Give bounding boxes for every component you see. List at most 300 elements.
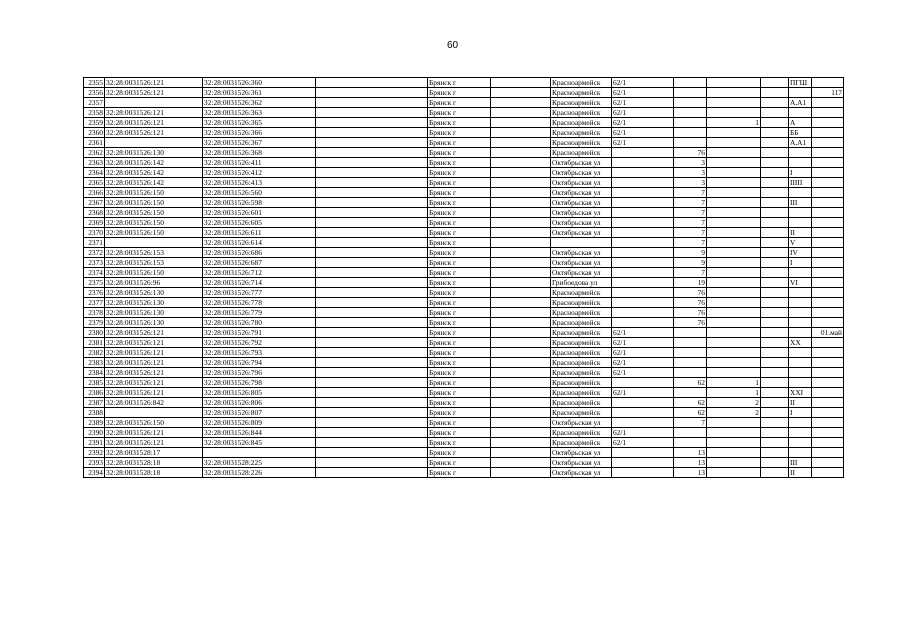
table-cell: Брянск г bbox=[428, 328, 491, 338]
table-cell: Октябрьская ул bbox=[551, 448, 612, 458]
table-cell bbox=[707, 298, 761, 308]
table-cell: 2375 bbox=[84, 278, 105, 288]
table-cell: 2394 bbox=[84, 468, 105, 478]
table-cell bbox=[812, 448, 844, 458]
table-cell bbox=[316, 468, 428, 478]
table-cell bbox=[674, 138, 707, 148]
table-cell bbox=[812, 148, 844, 158]
table-cell: Брянск г bbox=[428, 228, 491, 238]
table-cell bbox=[789, 368, 812, 378]
table-cell: 32:28:0031526:605 bbox=[203, 218, 316, 228]
table-cell bbox=[674, 428, 707, 438]
table-row bbox=[84, 78, 844, 88]
table-cell bbox=[789, 428, 812, 438]
table-row bbox=[84, 108, 844, 118]
registry-table bbox=[83, 77, 844, 478]
table-cell bbox=[491, 338, 551, 348]
table-cell bbox=[761, 268, 789, 278]
table-cell bbox=[707, 288, 761, 298]
table-cell bbox=[761, 188, 789, 198]
table-cell bbox=[316, 458, 428, 468]
table-cell: Брянск г bbox=[428, 468, 491, 478]
table-cell bbox=[316, 238, 428, 248]
table-cell bbox=[316, 208, 428, 218]
table-row bbox=[84, 338, 844, 348]
table-cell: Октябрьская ул bbox=[551, 418, 612, 428]
table-cell: Брянск г bbox=[428, 88, 491, 98]
table-cell: 32:28:0031526:150 bbox=[105, 198, 203, 208]
table-row bbox=[84, 308, 844, 318]
table-cell bbox=[761, 318, 789, 328]
table-cell bbox=[707, 458, 761, 468]
table-cell: 32:28:0031526:150 bbox=[105, 208, 203, 218]
table-cell: 2391 bbox=[84, 438, 105, 448]
table-cell: 2363 bbox=[84, 158, 105, 168]
table-cell: 2357 bbox=[84, 98, 105, 108]
table-cell bbox=[316, 348, 428, 358]
table-cell bbox=[812, 378, 844, 388]
table-cell bbox=[707, 358, 761, 368]
table-cell: II bbox=[789, 228, 812, 238]
table-cell: Брянск г bbox=[428, 448, 491, 458]
table-cell: Красноармейск bbox=[551, 118, 612, 128]
table-cell bbox=[491, 258, 551, 268]
table-row bbox=[84, 368, 844, 378]
table-row bbox=[84, 218, 844, 228]
table-cell bbox=[674, 108, 707, 118]
table-cell bbox=[491, 218, 551, 228]
table-cell: Брянск г bbox=[428, 298, 491, 308]
table-cell: 32:28:0031528:18 bbox=[105, 458, 203, 468]
table-cell: 32:28:0031526:366 bbox=[203, 128, 316, 138]
table-cell: 13 bbox=[674, 448, 707, 458]
table-cell: Брянск г bbox=[428, 238, 491, 248]
table-cell: 32:28:0031526:611 bbox=[203, 228, 316, 238]
table-cell: Октябрьская ул bbox=[551, 188, 612, 198]
table-cell: 2356 bbox=[84, 88, 105, 98]
table-cell bbox=[761, 208, 789, 218]
table-cell bbox=[707, 308, 761, 318]
table-cell: 32:28:0031526:121 bbox=[105, 128, 203, 138]
table-cell bbox=[812, 358, 844, 368]
table-cell: 32:28:0031526:130 bbox=[105, 298, 203, 308]
table-cell bbox=[812, 278, 844, 288]
table-cell bbox=[789, 378, 812, 388]
table-cell bbox=[316, 248, 428, 258]
table-cell bbox=[789, 108, 812, 118]
table-cell bbox=[316, 378, 428, 388]
table-cell bbox=[812, 138, 844, 148]
table-cell: 32:28:0031528:226 bbox=[203, 468, 316, 478]
table-cell bbox=[812, 158, 844, 168]
table-cell bbox=[812, 238, 844, 248]
table-cell: 2383 bbox=[84, 358, 105, 368]
table-cell bbox=[761, 228, 789, 238]
table-cell: 32:28:0031526:805 bbox=[203, 388, 316, 398]
table-cell bbox=[316, 148, 428, 158]
table-cell bbox=[761, 138, 789, 148]
table-cell: 32:28:0031526:777 bbox=[203, 288, 316, 298]
table-cell: Красноармейск bbox=[551, 408, 612, 418]
table-cell: 62 bbox=[674, 378, 707, 388]
table-cell: Брянск г bbox=[428, 138, 491, 148]
table-cell bbox=[789, 268, 812, 278]
table-cell bbox=[707, 178, 761, 188]
table-cell: 2392 bbox=[84, 448, 105, 458]
table-cell bbox=[491, 148, 551, 158]
table-cell: 2369 bbox=[84, 218, 105, 228]
table-cell: 62/1 bbox=[612, 108, 674, 118]
table-cell: Красноармейск bbox=[551, 398, 612, 408]
table-cell bbox=[316, 448, 428, 458]
table-cell bbox=[674, 358, 707, 368]
table-row bbox=[84, 258, 844, 268]
table-cell: 2377 bbox=[84, 298, 105, 308]
table-cell bbox=[491, 368, 551, 378]
table-cell bbox=[612, 418, 674, 428]
table-cell: 32:28:0031526:844 bbox=[203, 428, 316, 438]
table-cell bbox=[674, 88, 707, 98]
table-cell: 01.май bbox=[812, 328, 844, 338]
table-cell bbox=[761, 348, 789, 358]
table-cell bbox=[491, 408, 551, 418]
table-cell: IIIII bbox=[789, 178, 812, 188]
table-cell: 2362 bbox=[84, 148, 105, 158]
table-cell: 32:28:0031526:130 bbox=[105, 308, 203, 318]
table-cell bbox=[316, 198, 428, 208]
table-cell bbox=[551, 238, 612, 248]
table-cell: 3 bbox=[674, 178, 707, 188]
table-cell bbox=[674, 328, 707, 338]
table-cell bbox=[812, 298, 844, 308]
table-cell: Красноармейск bbox=[551, 428, 612, 438]
table-cell bbox=[761, 358, 789, 368]
table-cell bbox=[316, 278, 428, 288]
table-cell bbox=[707, 348, 761, 358]
table-cell: 19 bbox=[674, 278, 707, 288]
table-cell: 7 bbox=[674, 198, 707, 208]
table-cell bbox=[761, 78, 789, 88]
table-cell: III bbox=[789, 198, 812, 208]
table-cell: Брянск г bbox=[428, 368, 491, 378]
table-cell: 32:28:0031526:121 bbox=[105, 118, 203, 128]
table-cell bbox=[491, 268, 551, 278]
table-cell bbox=[707, 338, 761, 348]
table-cell bbox=[789, 208, 812, 218]
table-cell: 32:28:0031526:796 bbox=[203, 368, 316, 378]
table-row bbox=[84, 248, 844, 258]
table-cell: XXI bbox=[789, 388, 812, 398]
table-cell bbox=[761, 278, 789, 288]
table-cell bbox=[812, 128, 844, 138]
table-cell: 62/1 bbox=[612, 328, 674, 338]
table-cell: 3 bbox=[674, 158, 707, 168]
table-cell: 32:28:0031526:794 bbox=[203, 358, 316, 368]
table-cell bbox=[812, 318, 844, 328]
table-cell bbox=[812, 198, 844, 208]
table-cell: Брянск г bbox=[428, 418, 491, 428]
table-cell: Октябрьская ул bbox=[551, 208, 612, 218]
table-cell: Брянск г bbox=[428, 378, 491, 388]
table-cell bbox=[761, 398, 789, 408]
table-cell: Брянск г bbox=[428, 348, 491, 358]
table-cell: 76 bbox=[674, 288, 707, 298]
table-cell: XX bbox=[789, 338, 812, 348]
table-cell: 2 bbox=[707, 398, 761, 408]
table-cell bbox=[707, 108, 761, 118]
table-cell bbox=[761, 378, 789, 388]
table-cell: 2365 bbox=[84, 178, 105, 188]
table-cell bbox=[612, 378, 674, 388]
table-cell: 62/1 bbox=[612, 88, 674, 98]
table-cell bbox=[674, 368, 707, 378]
table-cell bbox=[491, 448, 551, 458]
table-row bbox=[84, 228, 844, 238]
table-cell bbox=[491, 238, 551, 248]
table-cell bbox=[707, 328, 761, 338]
table-cell: 2373 bbox=[84, 258, 105, 268]
table-cell: 32:28:0031526:714 bbox=[203, 278, 316, 288]
table-cell: ПГШ bbox=[789, 78, 812, 88]
table-cell: 2386 bbox=[84, 388, 105, 398]
table-row bbox=[84, 428, 844, 438]
table-cell: 32:28:0031528:225 bbox=[203, 458, 316, 468]
table-cell: 32:28:0031526:614 bbox=[203, 238, 316, 248]
table-row bbox=[84, 188, 844, 198]
table-cell: 32:28:0031526:130 bbox=[105, 288, 203, 298]
table-cell: 62/1 bbox=[612, 138, 674, 148]
table-cell: 2366 bbox=[84, 188, 105, 198]
table-cell: 32:28:0031526:121 bbox=[105, 438, 203, 448]
table-cell: IV bbox=[789, 248, 812, 258]
table-cell: Красноармейск bbox=[551, 348, 612, 358]
table-cell: 62/1 bbox=[612, 98, 674, 108]
table-cell: 32:28:0031526:791 bbox=[203, 328, 316, 338]
table-row bbox=[84, 278, 844, 288]
table-cell bbox=[612, 188, 674, 198]
table-cell: Октябрьская ул bbox=[551, 198, 612, 208]
table-cell: Брянск г bbox=[428, 278, 491, 288]
table-cell: 32:28:0031526:121 bbox=[105, 388, 203, 398]
table-cell bbox=[612, 298, 674, 308]
table-cell: 1 bbox=[707, 118, 761, 128]
table-row bbox=[84, 458, 844, 468]
table-cell bbox=[316, 358, 428, 368]
table-cell: 2380 bbox=[84, 328, 105, 338]
table-cell bbox=[316, 158, 428, 168]
table-row bbox=[84, 318, 844, 328]
table-cell bbox=[761, 218, 789, 228]
table-cell bbox=[707, 438, 761, 448]
table-cell bbox=[491, 438, 551, 448]
table-cell: Брянск г bbox=[428, 208, 491, 218]
table-cell bbox=[761, 108, 789, 118]
table-row bbox=[84, 398, 844, 408]
table-cell: 32:28:0031526:560 bbox=[203, 188, 316, 198]
table-cell: Красноармейск bbox=[551, 138, 612, 148]
table-cell bbox=[105, 408, 203, 418]
table-row bbox=[84, 298, 844, 308]
table-cell: 2374 bbox=[84, 268, 105, 278]
table-cell bbox=[491, 248, 551, 258]
table-cell bbox=[707, 248, 761, 258]
table-cell bbox=[789, 158, 812, 168]
table-cell bbox=[491, 308, 551, 318]
table-cell bbox=[812, 368, 844, 378]
table-cell: 62/1 bbox=[612, 368, 674, 378]
table-cell bbox=[316, 218, 428, 228]
table-cell bbox=[761, 418, 789, 428]
table-row bbox=[84, 468, 844, 478]
table-cell: 32:28:0031526:686 bbox=[203, 248, 316, 258]
table-cell bbox=[812, 228, 844, 238]
table-cell: I bbox=[789, 168, 812, 178]
table-cell bbox=[812, 468, 844, 478]
table-cell bbox=[491, 88, 551, 98]
table-cell: Брянск г bbox=[428, 358, 491, 368]
table-cell: 32:28:0031526:362 bbox=[203, 98, 316, 108]
table-cell: Красноармейск bbox=[551, 148, 612, 158]
table-cell bbox=[789, 88, 812, 98]
table-cell: 2387 bbox=[84, 398, 105, 408]
table-cell bbox=[674, 118, 707, 128]
table-cell bbox=[789, 348, 812, 358]
table-cell bbox=[789, 188, 812, 198]
table-cell bbox=[761, 308, 789, 318]
table-cell: 1 bbox=[707, 378, 761, 388]
table-cell bbox=[612, 258, 674, 268]
table-cell bbox=[316, 438, 428, 448]
table-cell: Брянск г bbox=[428, 188, 491, 198]
table-row bbox=[84, 118, 844, 128]
table-cell: А,А1 bbox=[789, 98, 812, 108]
table-cell bbox=[707, 168, 761, 178]
table-cell: 7 bbox=[674, 268, 707, 278]
table-cell bbox=[707, 218, 761, 228]
table-cell bbox=[612, 238, 674, 248]
table-cell bbox=[812, 288, 844, 298]
table-cell: Брянск г bbox=[428, 178, 491, 188]
table-cell bbox=[707, 128, 761, 138]
table-cell: Красноармейск bbox=[551, 388, 612, 398]
table-cell: Брянск г bbox=[428, 408, 491, 418]
table-cell bbox=[812, 388, 844, 398]
table-cell bbox=[316, 228, 428, 238]
table-cell bbox=[674, 338, 707, 348]
table-row bbox=[84, 348, 844, 358]
table-cell: 32:28:0031526:367 bbox=[203, 138, 316, 148]
table-row bbox=[84, 418, 844, 428]
table-cell: А bbox=[789, 118, 812, 128]
table-cell bbox=[491, 228, 551, 238]
table-cell: 32:28:0031526:150 bbox=[105, 188, 203, 198]
table-cell bbox=[812, 118, 844, 128]
table-cell bbox=[707, 98, 761, 108]
table-cell: Красноармейск bbox=[551, 98, 612, 108]
table-cell: Брянск г bbox=[428, 168, 491, 178]
table-cell: 7 bbox=[674, 238, 707, 248]
table-cell bbox=[612, 398, 674, 408]
table-cell bbox=[612, 228, 674, 238]
table-body bbox=[84, 78, 844, 478]
table-cell: 2389 bbox=[84, 418, 105, 428]
table-cell bbox=[789, 298, 812, 308]
table-cell: Брянск г bbox=[428, 108, 491, 118]
table-cell: II bbox=[789, 398, 812, 408]
table-cell: 2378 bbox=[84, 308, 105, 318]
table-row bbox=[84, 178, 844, 188]
table-cell bbox=[707, 88, 761, 98]
table-cell: 2360 bbox=[84, 128, 105, 138]
table-cell bbox=[612, 198, 674, 208]
table-cell: Октябрьская ул bbox=[551, 268, 612, 278]
table-cell: 32:28:0031526:121 bbox=[105, 88, 203, 98]
table-cell bbox=[761, 258, 789, 268]
table-cell bbox=[761, 388, 789, 398]
table-cell: 9 bbox=[674, 258, 707, 268]
table-cell: Октябрьская ул bbox=[551, 178, 612, 188]
table-cell bbox=[707, 468, 761, 478]
table-cell bbox=[316, 368, 428, 378]
table-cell: 32:28:0031526:121 bbox=[105, 328, 203, 338]
table-cell bbox=[316, 338, 428, 348]
table-cell bbox=[674, 388, 707, 398]
table-cell bbox=[105, 98, 203, 108]
table-cell bbox=[491, 138, 551, 148]
table-cell bbox=[612, 148, 674, 158]
table-cell: Октябрьская ул bbox=[551, 218, 612, 228]
table-cell: 32:28:0031526:598 bbox=[203, 198, 316, 208]
table-cell bbox=[812, 98, 844, 108]
table-cell bbox=[812, 168, 844, 178]
table-cell: Красноармейск bbox=[551, 78, 612, 88]
table-cell bbox=[761, 248, 789, 258]
table-cell bbox=[612, 408, 674, 418]
table-cell: Брянск г bbox=[428, 398, 491, 408]
table-cell: 62/1 bbox=[612, 128, 674, 138]
table-cell: Октябрьская ул bbox=[551, 248, 612, 258]
table-cell bbox=[316, 318, 428, 328]
table-cell bbox=[761, 128, 789, 138]
table-cell: Брянск г bbox=[428, 458, 491, 468]
table-cell bbox=[812, 338, 844, 348]
table-row bbox=[84, 288, 844, 298]
table-cell: 76 bbox=[674, 148, 707, 158]
table-cell bbox=[491, 208, 551, 218]
table-cell: 7 bbox=[674, 218, 707, 228]
table-cell: 62/1 bbox=[612, 78, 674, 88]
table-cell bbox=[316, 268, 428, 278]
table-cell bbox=[316, 138, 428, 148]
table-cell bbox=[612, 168, 674, 178]
table-row bbox=[84, 168, 844, 178]
table-cell bbox=[789, 148, 812, 158]
table-cell bbox=[761, 458, 789, 468]
table-cell bbox=[812, 108, 844, 118]
table-row bbox=[84, 438, 844, 448]
table-row bbox=[84, 138, 844, 148]
table-cell: 62/1 bbox=[612, 338, 674, 348]
table-cell: ББ bbox=[789, 128, 812, 138]
table-cell: 32:28:0031526:368 bbox=[203, 148, 316, 158]
table-cell bbox=[761, 88, 789, 98]
table-cell: VI bbox=[789, 278, 812, 288]
table-cell: Брянск г bbox=[428, 388, 491, 398]
table-cell: 32:28:0031526:712 bbox=[203, 268, 316, 278]
table-cell bbox=[316, 428, 428, 438]
table-cell bbox=[674, 348, 707, 358]
table-cell bbox=[761, 148, 789, 158]
